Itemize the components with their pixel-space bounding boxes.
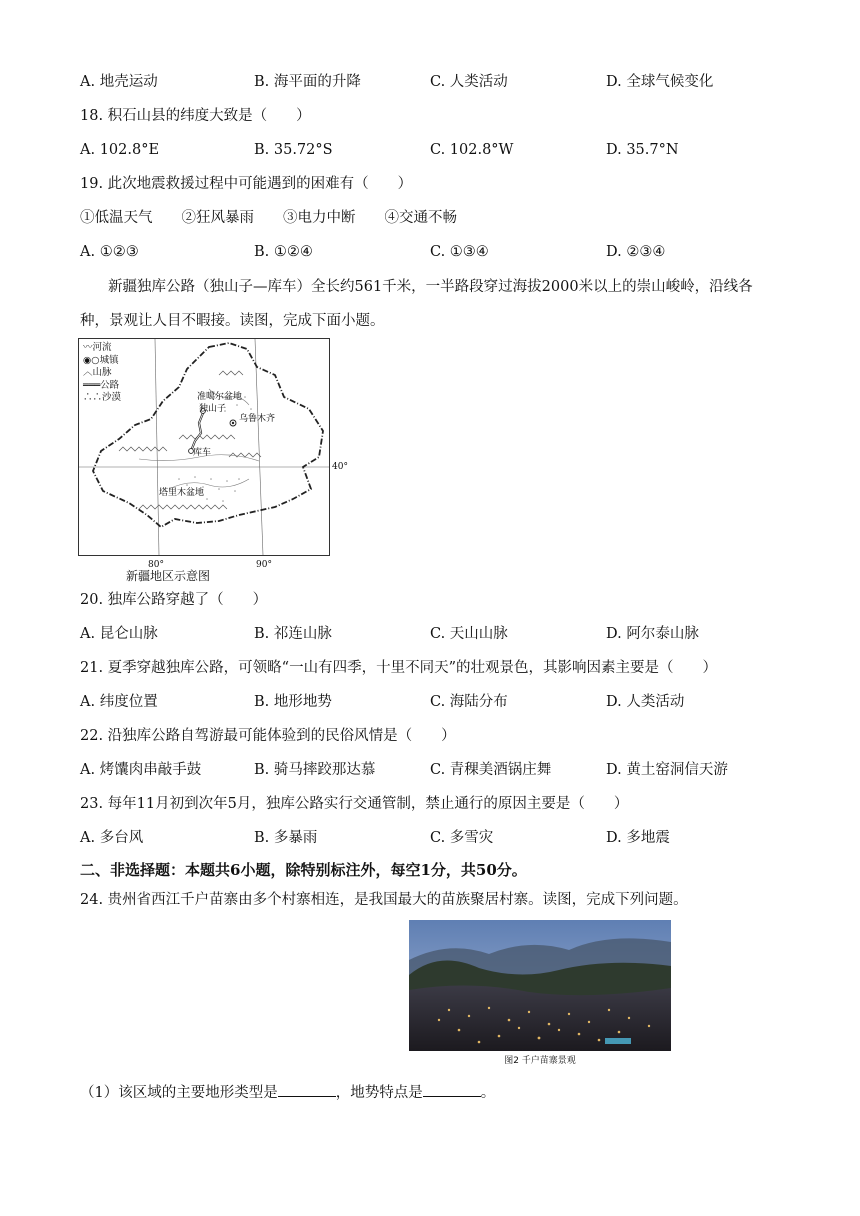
q23-option-c: C. 多雪灾 <box>430 830 494 846</box>
q20-option-a: A. 昆仑山脉 <box>80 626 158 642</box>
q19-option-c: C. ①③④ <box>430 244 489 260</box>
legend-town <box>83 355 147 368</box>
section2-title: 二、非选择题：本题共6小题，除特别标注外，每空1分，共50分。 <box>80 861 527 879</box>
lon-80-label: 80° <box>148 560 164 570</box>
q22-option-a: A. 烤馕肉串敲手鼓 <box>80 762 202 778</box>
legend-desert-label: 沙漠 <box>102 392 122 404</box>
passage-text: 新疆独库公路（独山子—库车）全长约561千米，一半路段穿过海拔2000米以上的崇山峻岭，沿线各种，景观让人目不暇接。读图，完成下面小题。 <box>80 279 753 329</box>
q21-option-d: D. 人类活动 <box>606 694 685 710</box>
legend-river-label: 河流 <box>92 342 112 353</box>
q24-sub1-suffix: 。 <box>480 1085 496 1101</box>
q23-option-b: B. 多暴雨 <box>254 830 318 846</box>
tarim-label: 塔里木盆地 <box>159 488 205 498</box>
q21-option-b: B. 地形地势 <box>254 694 332 710</box>
xinjiang-map <box>78 338 330 556</box>
q17-option-a: A. 地壳运动 <box>80 74 158 90</box>
desert-symbol: ∴∴ <box>83 392 103 404</box>
q17-option-b: B. 海平面的升降 <box>254 74 361 90</box>
road-symbol: ═══ <box>83 379 101 391</box>
q22-option-c: C. 青稞美酒锅庄舞 <box>430 762 552 778</box>
q20-option-b: B. 祁连山脉 <box>254 626 332 642</box>
answer-blank-landform[interactable] <box>278 1082 336 1097</box>
legend-road-label: 公路 <box>100 379 120 391</box>
q24-sub1 <box>80 1082 495 1103</box>
legend-river <box>83 342 147 355</box>
town-symbol: ◉○ <box>83 354 100 366</box>
q21-stem: 21. 夏季穿越独库公路，可领略“一山有四季，十里不同天”的壮观景色，其影响因素主要是（ ） <box>80 660 717 676</box>
q17-option-c: C. 人类活动 <box>430 74 508 90</box>
q19-option-b: B. ①②④ <box>254 244 313 260</box>
q19-stem: 19. 此次地震救援过程中可能遇到的困难有（ ） <box>80 176 413 192</box>
miao-village-photo <box>409 920 671 1051</box>
q18-option-d: D. 35.7°N <box>606 142 679 158</box>
dushanzi-label: 独山子 <box>199 404 227 414</box>
q20-option-d: D. 阿尔泰山脉 <box>606 626 699 642</box>
lat-40-label: 40° <box>332 462 348 472</box>
answer-blank-terrain[interactable] <box>423 1082 481 1097</box>
q23-stem: 23. 每年11月初到次年5月，独库公路实行交通管制，禁止通行的原因主要是（ ） <box>80 796 629 812</box>
q17-option-d: D. 全球气候变化 <box>606 74 714 90</box>
river-symbol: 〰 <box>83 342 93 353</box>
q20-stem: 20. 独库公路穿越了（ ） <box>80 592 268 608</box>
q24-sub1-prefix: （1）该区域的主要地形类型是 <box>80 1085 278 1101</box>
q24-stem: 24. 贵州省西江千户苗寨由多个村寨相连，是我国最大的苗族聚居村寨。读图，完成下列问题。 <box>80 892 688 908</box>
q23-option-a: A. 多台风 <box>80 830 144 846</box>
q18-option-a: A. 102.8°E <box>80 142 160 158</box>
legend-mountain <box>83 367 147 380</box>
q18-stem: 18. 积石山县的纬度大致是（ ） <box>80 108 311 124</box>
q19-items: ①低温天气 ②狂风暴雨 ③电力中断 ④交通不畅 <box>80 210 457 226</box>
legend-mountain-label: 山脉 <box>92 367 112 379</box>
q21-option-a: A. 纬度位置 <box>80 694 158 710</box>
photo-drawing <box>409 920 671 1051</box>
q23-option-d: D. 多地震 <box>606 830 670 846</box>
q18-option-c: C. 102.8°W <box>430 142 514 158</box>
map-legend <box>83 342 147 405</box>
q24-sub1-middle: ，地势特点是 <box>335 1085 423 1101</box>
map-caption: 新疆地区示意图 <box>125 569 210 583</box>
q22-option-d: D. 黄土窑洞信天游 <box>606 762 728 778</box>
q22-stem: 22. 沿独库公路自驾游最可能体验到的民俗风情是（ ） <box>80 728 456 744</box>
q20-option-c: C. 天山山脉 <box>430 626 508 642</box>
photo-caption: 图2 千户苗寨景观 <box>504 1056 576 1066</box>
mountain-symbol: ︿ <box>83 367 93 379</box>
legend-desert <box>83 392 147 405</box>
q19-option-a: A. ①②③ <box>80 244 139 260</box>
urumqi-label: 乌鲁木齐 <box>239 414 276 424</box>
q19-option-d: D. ②③④ <box>606 244 666 260</box>
q18-option-b: B. 35.72°S <box>254 142 333 158</box>
legend-road <box>83 380 147 393</box>
q21-option-c: C. 海陆分布 <box>430 694 508 710</box>
longitude-90-line <box>255 339 263 555</box>
q22-option-b: B. 骑马摔跤那达慕 <box>254 762 376 778</box>
kuqa-label: 库车 <box>193 448 212 458</box>
lon-90-label: 90° <box>256 560 272 570</box>
legend-town-label: 城镇 <box>99 354 119 366</box>
junggar-label: 准噶尔盆地 <box>197 392 243 402</box>
